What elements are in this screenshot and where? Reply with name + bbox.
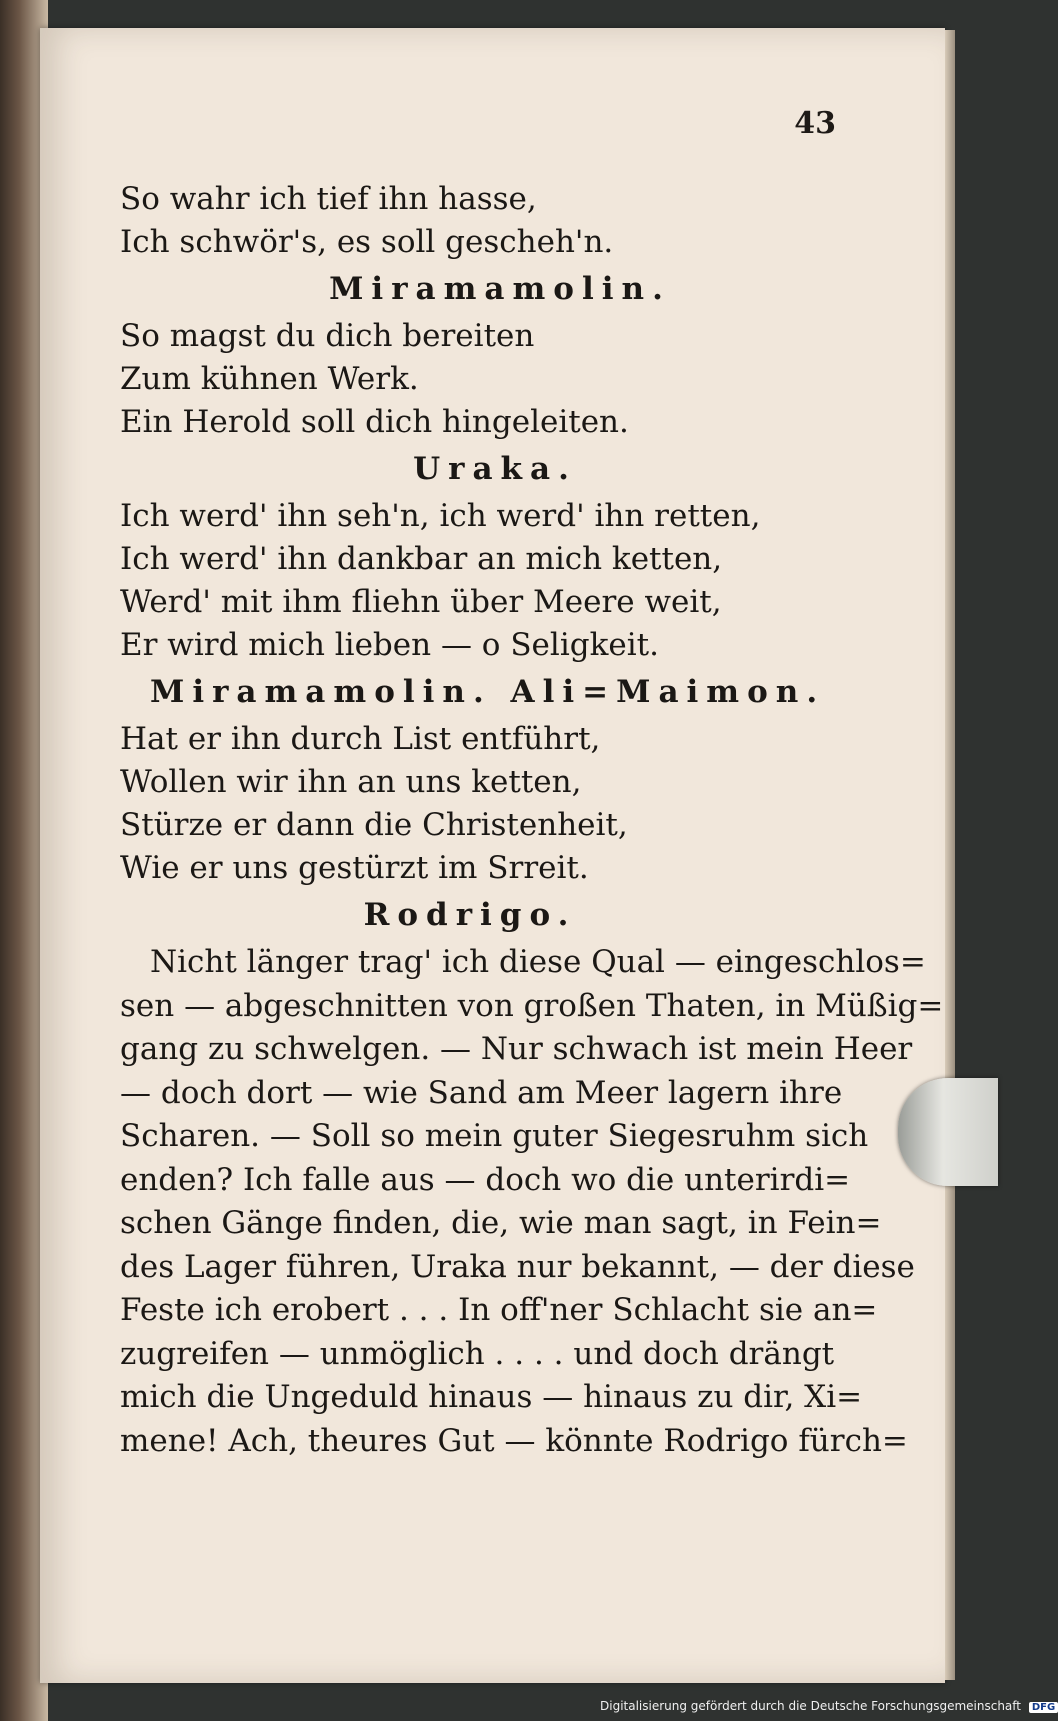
verse-line: Wollen wir ihn an uns ketten, xyxy=(120,764,582,800)
prose-line: des Lager führen, Uraka nur bekannt, — der diese xyxy=(120,1248,915,1285)
verse-line: Ich schwör's, es soll gescheh'n. xyxy=(120,224,614,260)
verse-line: So wahr ich tief ihn hasse, xyxy=(120,181,537,217)
page-edge xyxy=(945,30,955,1680)
prose-line: mene! Ach, theures Gut — könnte Rodrigo fürch= xyxy=(120,1422,908,1459)
verse-line: Ein Herold soll dich hingeleiten. xyxy=(120,404,629,440)
page-text xyxy=(120,178,944,1463)
verse-line: Zum kühnen Werk. xyxy=(120,361,419,397)
prose-line: enden? Ich falle aus — doch wo die unterirdi= xyxy=(120,1161,851,1198)
verse-line: Stürze er dann die Christenheit, xyxy=(120,807,628,843)
prose-line: Scharen. — Soll so mein guter Siegesruhm sich xyxy=(120,1118,869,1154)
prose-line: Nicht länger trag' ich diese Qual — eingeschlos= xyxy=(150,944,926,980)
speaker-heading: Rodrigo. xyxy=(363,897,577,933)
digitization-credit xyxy=(600,1699,1056,1717)
verse-line: Ich werd' ihn dankbar an mich ketten, xyxy=(120,541,723,577)
page-number: 43 xyxy=(794,106,836,141)
speaker-heading: Miramamolin. xyxy=(329,271,671,307)
dfg-logo: DFG xyxy=(1029,1702,1058,1713)
verse-line: Werd' mit ihm fliehn über Meere weit, xyxy=(120,584,722,620)
verse-line: Ich werd' ihn seh'n, ich werd' ihn retten, xyxy=(120,498,761,534)
prose-line: sen — abgeschnitten von großen Thaten, in Müßig= xyxy=(120,987,944,1024)
bookmark-tab xyxy=(898,1078,998,1186)
speaker-heading: Miramamolin. Ali=Maimon. xyxy=(150,674,826,710)
prose-line: Feste ich erobert . . . In off'ner Schlacht sie an= xyxy=(120,1292,878,1328)
credit-text: Digitalisierung gefördert durch die Deutsche Forschungsgemeinschaft xyxy=(600,1699,1022,1713)
prose-line: mich die Ungeduld hinaus — hinaus zu dir, Xi= xyxy=(120,1379,863,1415)
prose-line: — doch dort — wie Sand am Meer lagern ihre xyxy=(120,1074,843,1111)
prose-paragraph xyxy=(120,941,944,1463)
verse-line: So magst du dich bereiten xyxy=(120,318,535,354)
prose-line: zugreifen — unmöglich . . . . und doch drängt xyxy=(120,1335,835,1372)
verse-line: Wie er uns gestürzt im Srreit. xyxy=(120,850,589,886)
verse-line: Er wird mich lieben — o Seligkeit. xyxy=(120,627,659,663)
prose-line: gang zu schwelgen. — Nur schwach ist mein Heer xyxy=(120,1031,913,1067)
speaker-heading: Uraka. xyxy=(413,451,577,487)
verse-line: Hat er ihn durch List entführt, xyxy=(120,721,601,757)
prose-line: schen Gänge finden, die, wie man sagt, in Fein= xyxy=(120,1205,882,1241)
